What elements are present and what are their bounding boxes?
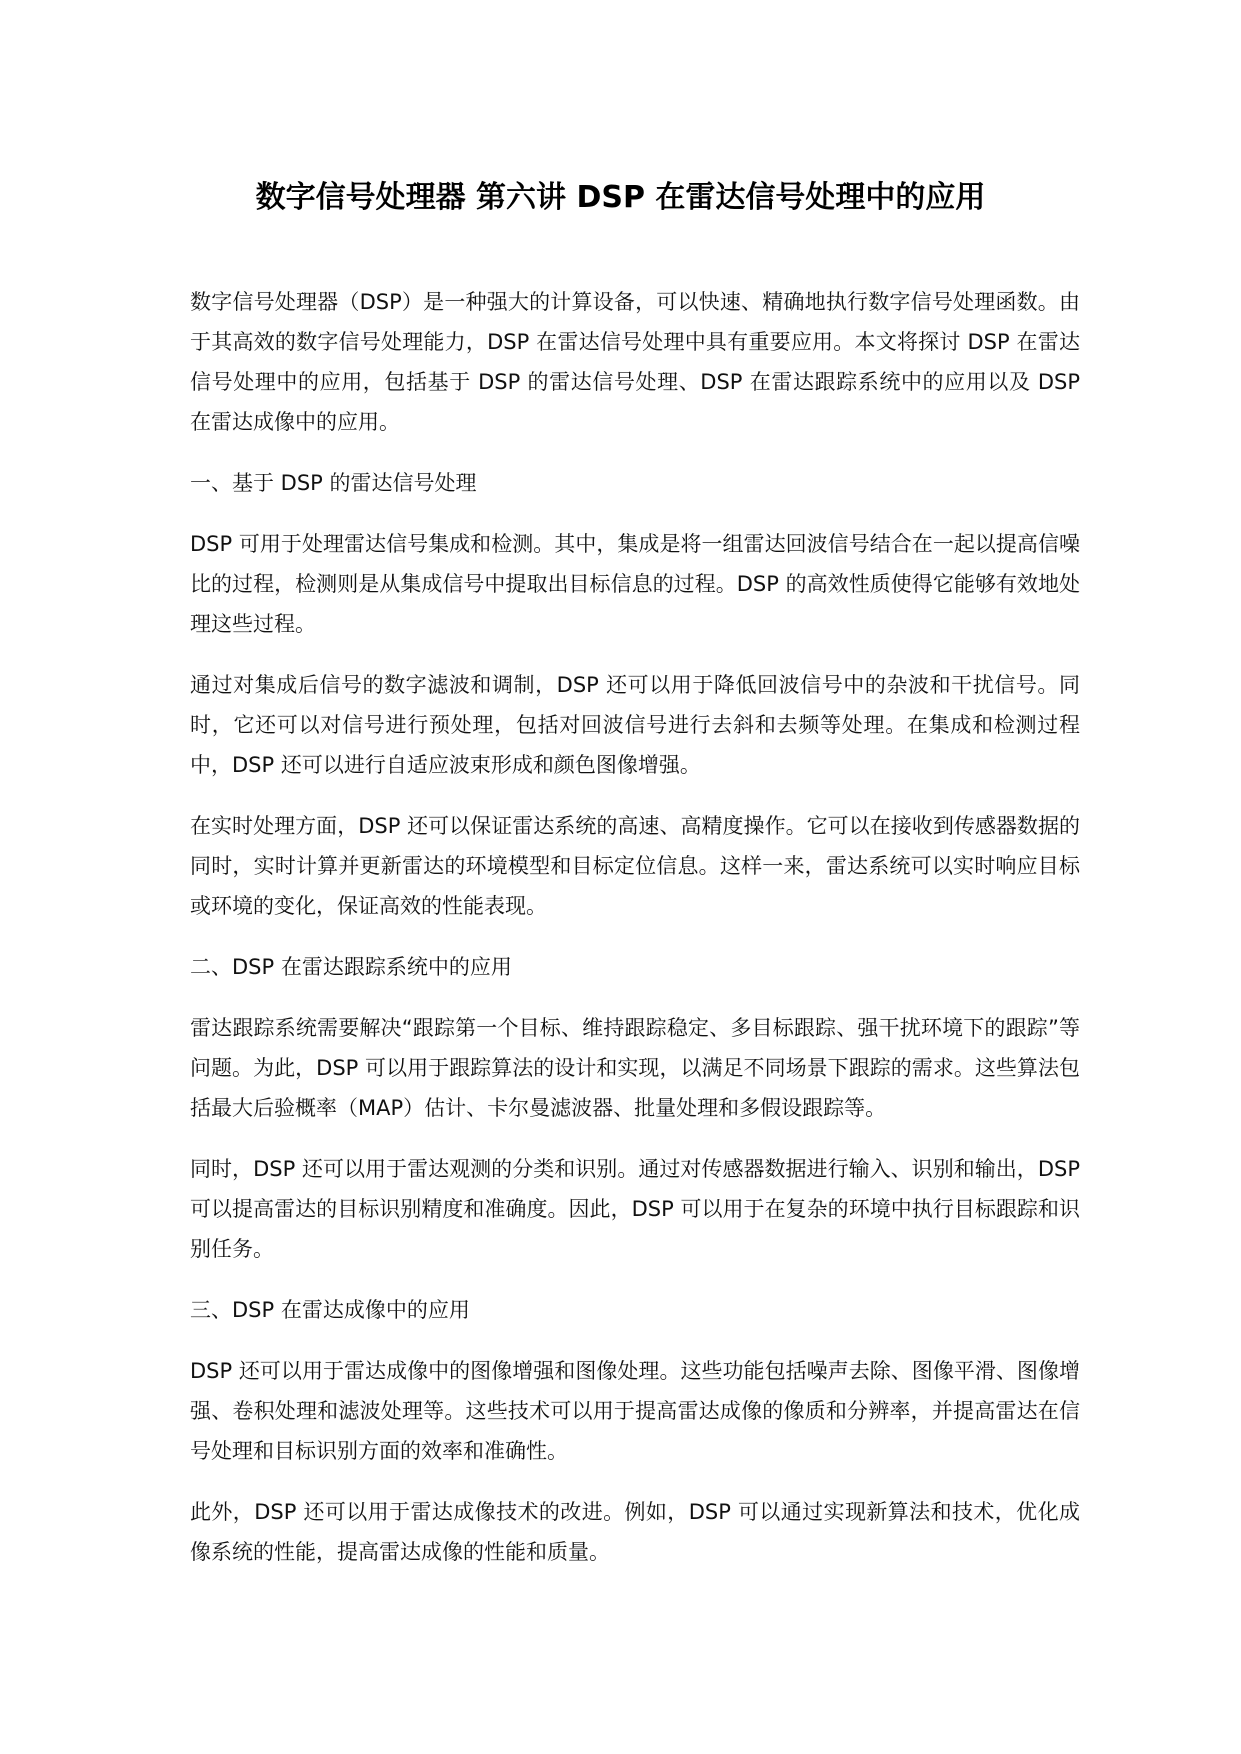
intro-paragraph: 数字信号处理器（DSP）是一种强大的计算设备，可以快速、精确地执行数字信号处理函数。由于其高效的数字信号处理能力，DSP 在雷达信号处理中具有重要应用。本文将探讨 DSP 在雷达信号处理中的应用，包括基于 DSP 的雷达信号处理、DSP 在雷达跟踪系统中的应用以及 DSP 在雷达成像中的应用。 (190, 290, 1080, 434)
document-body (190, 282, 1080, 1593)
section-heading: 一、基于 DSP 的雷达信号处理 (190, 471, 477, 495)
section-paragraph: 此外，DSP 还可以用于雷达成像技术的改进。例如，DSP 可以通过实现新算法和技术，优化成像系统的性能，提高雷达成像的性能和质量。 (190, 1500, 1080, 1564)
section-heading: 二、DSP 在雷达跟踪系统中的应用 (190, 955, 512, 979)
section-paragraph: 雷达跟踪系统需要解决“跟踪第一个目标、维持跟踪稳定、多目标跟踪、强干扰环境下的跟踪”等问题。为此，DSP 可以用于跟踪算法的设计和实现，以满足不同场景下跟踪的需求。这些算法包括最大后验概率（MAP）估计、卡尔曼滤波器、批量处理和多假设跟踪等。 (190, 1016, 1080, 1120)
section-paragraph: DSP 可用于处理雷达信号集成和检测。其中，集成是将一组雷达回波信号结合在一起以提高信噪比的过程，检测则是从集成信号中提取出目标信息的过程。DSP 的高效性质使得它能够有效地处理这些过程。 (190, 532, 1080, 636)
section-paragraph: 同时，DSP 还可以用于雷达观测的分类和识别。通过对传感器数据进行输入、识别和输出，DSP 可以提高雷达的目标识别精度和准确度。因此，DSP 可以用于在复杂的环境中执行目标跟踪和识别任务。 (190, 1157, 1080, 1261)
section-paragraph: DSP 还可以用于雷达成像中的图像增强和图像处理。这些功能包括噪声去除、图像平滑、图像增强、卷积处理和滤波处理等。这些技术可以用于提高雷达成像的像质和分辨率，并提高雷达在信号处理和目标识别方面的效率和准确性。 (190, 1359, 1080, 1463)
section-paragraph: 在实时处理方面，DSP 还可以保证雷达系统的高速、高精度操作。它可以在接收到传感器数据的同时，实时计算并更新雷达的环境模型和目标定位信息。这样一来，雷达系统可以实时响应目标或环境的变化，保证高效的性能表现。 (190, 814, 1080, 918)
section-paragraph: 通过对集成后信号的数字滤波和调制，DSP 还可以用于降低回波信号中的杂波和干扰信号。同时，它还可以对信号进行预处理，包括对回波信号进行去斜和去频等处理。在集成和检测过程中，DSP 还可以进行自适应波束形成和颜色图像增强。 (190, 673, 1080, 777)
document-title: 数字信号处理器 第六讲 DSP 在雷达信号处理中的应用 (255, 180, 986, 215)
section-3 (190, 1290, 1080, 1572)
section-heading: 三、DSP 在雷达成像中的应用 (190, 1298, 470, 1322)
section-1 (190, 463, 1080, 926)
section-2 (190, 947, 1080, 1269)
